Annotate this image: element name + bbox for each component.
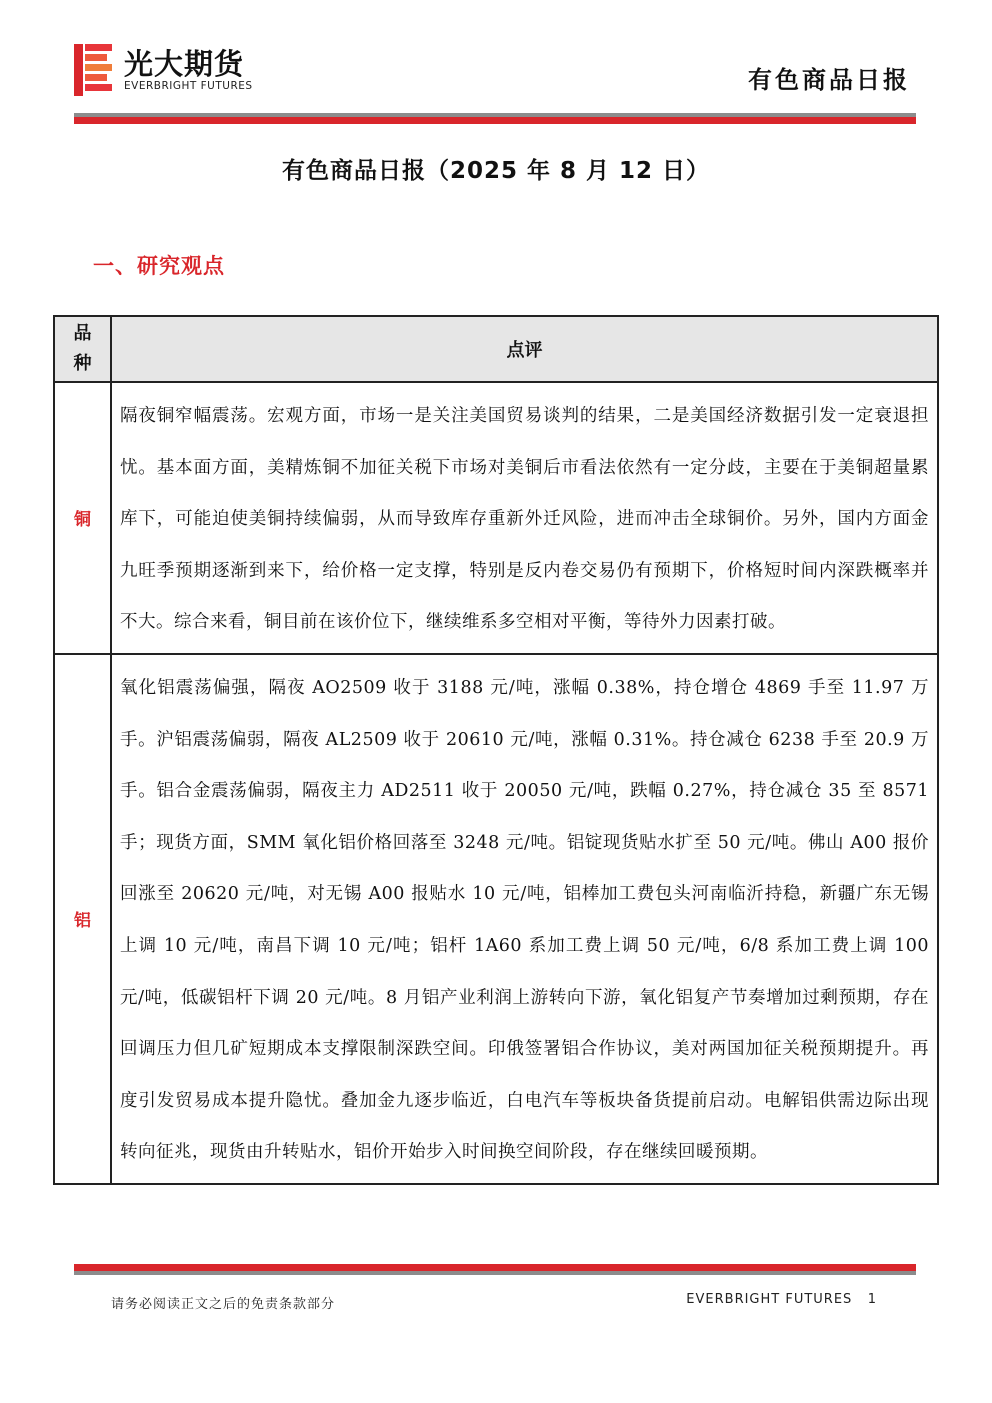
company-logo (74, 40, 304, 100)
research-view-table (53, 315, 939, 1185)
footer-brand: EVERBRIGHT FUTURES (686, 1292, 853, 1307)
footer-brand-page (686, 1292, 877, 1307)
table-row-aluminum (54, 654, 938, 1184)
footer-divider (74, 1264, 916, 1276)
variety-copper: 铜 (54, 382, 111, 654)
table-row-copper (54, 382, 938, 654)
comment-copper: 隔夜铜窄幅震荡。宏观方面，市场一是关注美国贸易谈判的结果，二是美国经济数据引发一定衰退担忧。基本面方面，美精炼铜不加征关税下市场对美铜后市看法依然有一定分歧，主要在于美铜超量累库下，可能迫使美铜持续偏弱，从而导致库存重新外迁风险，进而冲击全球铜价。另外，国内方面金九旺季预期逐渐到来下，给价格一定支撑，特别是反内卷交易仍有预期下，价格短时间内深跌概率并不大。综合来看，铜目前在该价位下，继续维系多空相对平衡，等待外力因素打破。 (111, 382, 938, 654)
header-variety (54, 316, 111, 382)
header-variety-char-2: 种 (73, 353, 92, 374)
report-header-title: 有色商品日报 (748, 66, 910, 94)
page-number: 1 (867, 1292, 877, 1307)
header-variety-char-1: 品 (73, 323, 92, 344)
header-divider (74, 113, 916, 125)
comment-aluminum: 氧化铝震荡偏强，隔夜 AO2509 收于 3188 元/吨，涨幅 0.38%，持仓增仓 4869 手至 11.97 万手。沪铝震荡偏弱，隔夜 AL2509 收于 20610 元/吨，涨幅 0.31%。持仓减仓 6238 手至 20.9 万手。铝合金震荡偏弱，隔夜主力 AD2511 收于 20050 元/吨，跌幅 0.27%，持仓减仓 35 至 8571 手；现货方面，SMM 氧化铝价格回落至 3248 元/吨。铝锭现货贴水扩至 50 元/吨。佛山 A00 报价回涨至 20620 元/吨，对无锡 A00 报贴水 10 元/吨，铝棒加工费包头河南临沂持稳，新疆广东无锡上调 10 元/吨，南昌下调 10 元/吨；铝杆 1A60 系加工费上调 50 元/吨，6/8 系加工费上调 100 元/吨，低碳铝杆下调 20 元/吨。8 月铝产业利润上游转向下游，氧化铝复产节奏增加过剩预期，存在回调压力但几矿短期成本支撑限制深跌空间。印俄签署铝合作协议，美对两国加征关税预期提升。再度引发贸易成本提升隐忧。叠加金九逐步临近，白电汽车等板块备货提前启动。电解铝供需边际出现转向征兆，现货由升转贴水，铝价开始步入时间换空间阶段，存在继续回暖预期。 (111, 654, 938, 1184)
footer-disclaimer: 请务必阅读正文之后的免责条款部分 (111, 1297, 336, 1312)
table-header-row (54, 316, 938, 382)
document-title: 有色商品日报（2025 年 8 月 12 日） (281, 158, 711, 184)
everbright-logo-icon (74, 44, 114, 96)
logo-name-en: EVERBRIGHT FUTURES (124, 80, 253, 92)
section-title: 一、研究观点 (93, 254, 225, 278)
variety-aluminum: 铝 (54, 654, 111, 1184)
header-comment: 点评 (111, 316, 938, 382)
logo-name-cn: 光大期货 (124, 47, 245, 81)
